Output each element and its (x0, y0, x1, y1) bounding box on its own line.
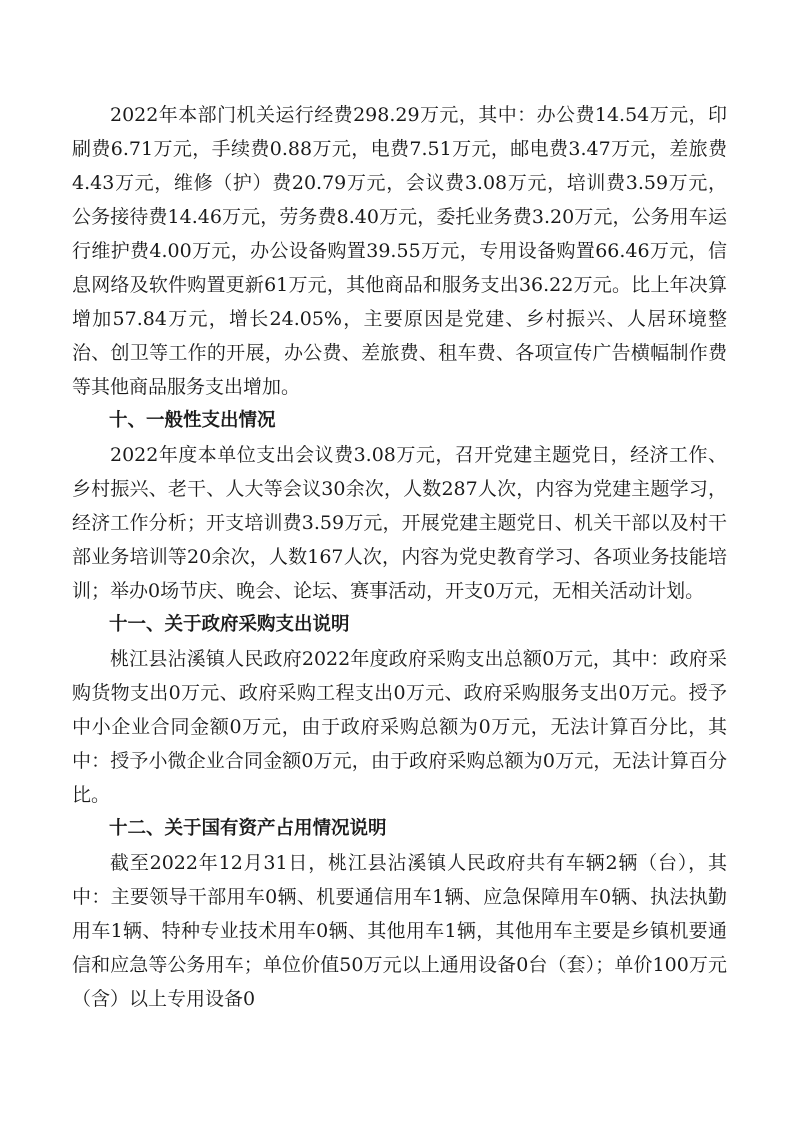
procurement-paragraph: 桃江县沾溪镇人民政府2022年度政府采购支出总额0万元，其中：政府采购货物支出0万元、政府采购工程支出0万元、政府采购服务支出0万元。授予中小企业合同金额0万元，由于政府采购总额为0万元，无法计算百分比，其中：授予小微企业合同金额0万元，由于政府采购总额为0万元，无法计算百分比。 (72, 648, 727, 806)
state-assets-paragraph: 截至2022年12月31日，桃江县沾溪镇人民政府共有车辆2辆（台），其中：主要领导干部用车0辆、机要通信用车1辆、应急保障用车0辆、执法执勤用车1辆、特种专业技术用车0辆、其他用车1辆，其他用车主要是乡镇机要通信和应急等公务用车；单位价值50万元以上通用设备0台（套）；单价100万元（含）以上专用设备0 (72, 852, 727, 1010)
operating-expenses-paragraph: 2022年本部门机关运行经费298.29万元，其中：办公费14.54万元，印刷费6.71万元，手续费0.88万元，电费7.51万元，邮电费3.47万元，差旅费4.43万元，维修（护）费20.79万元，会议费3.08万元，培训费3.59万元，公务接待费14.46万元，劳务费8.40万元，委托业务费3.20万元，公务用车运行维护费4.00万元，办公设备购置39.55万元，专用设备购置66.46万元，信息网络及软件购置更新61万元，其他商品和服务支出36.22万元。比上年决算增加57.84万元，增长24.05%，主要原因是党建、乡村振兴、人居环境整治、创卫等工作的开展，办公费、差旅费、租车费、各项宣传广告横幅制作费等其他商品服务支出增加。 (72, 104, 727, 398)
document-page (72, 98, 727, 1016)
section-heading-general-expenditure: 十、一般性支出情况 (109, 410, 276, 431)
general-expenditure-paragraph: 2022年度本单位支出会议费3.08万元，召开党建主题党日，经济工作、乡村振兴、老干、人大等会议30余次，人数287人次，内容为党建主题学习，经济工作分析；开支培训费3.59万元，开展党建主题党日、机关干部以及村干部业务培训等20余次，人数167人次，内容为党史教育学习、各项业务技能培训；举办0场节庆、晚会、论坛、赛事活动，开支0万元，无相关活动计划。 (72, 444, 727, 602)
section-heading-state-assets: 十二、关于国有资产占用情况说明 (109, 818, 387, 839)
section-heading-procurement: 十一、关于政府采购支出说明 (109, 614, 350, 635)
